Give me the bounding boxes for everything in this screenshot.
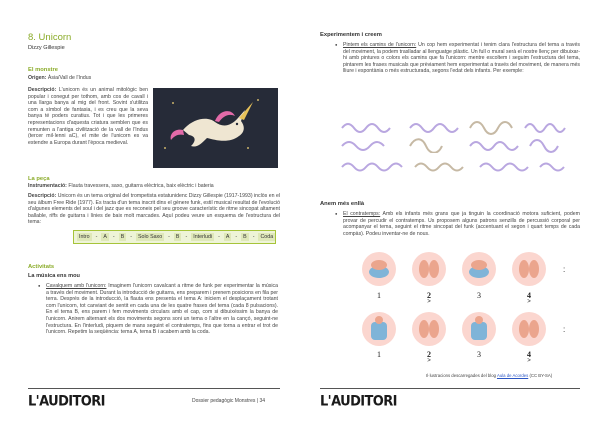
activity-text: Imaginem l'unicorn cavalcant a ritme de funk per experimentar la música a través del moviment. Durant la introducció de guitarra, ens preparem i prenem posicions en fila per terra. Després de la introducció, la flauta ens presenta el tema A: iniciem el desplaçament trotant com l'unicorn, tot canviant de sentit en cada una de les quatre frases del tema (cada 8 pulsacions). En el tema B, ens parem i fem moviments circulars amb el cap, com si dibuixéssim la banya de l'unicorn. Anirem alternant els dos moviments segons soni un tema o l'altre en la cançó, seguint-ne l'estructura. En l'interludi, piquem de mans seguint el contratemps, fins que torna a entrar el trot de l'unicorn. Repetim la seqüència: tema A, tema B i acabem amb la coda. (46, 283, 278, 336)
chest-tap-icon (462, 312, 496, 346)
beat-number: 4 (527, 350, 531, 359)
footer-divider (320, 388, 580, 389)
credit-link[interactable]: Aula de Acordes (496, 373, 529, 378)
paint-text: Un cop hem experimentat i tenim clara l'estructura del tema a través del moviment, la podem traslladar al llenguatge plàstic. Un full o mural serà el nostre llenç per dibuixar-hi amb pintures o colors els camins que fa l'unicorn: mentre escoltem i seguim l'estructura del tema, pintarem les frases musicals que prèviament hem experimentat a través del moviment, de manera més lliure i espontània o més estructurada, segons l'edat dels infants. Per exemple: (343, 42, 581, 75)
accent-mark: > (427, 358, 431, 364)
structure-diagram (73, 230, 276, 244)
piece-author: Dizzy Gillespie (28, 45, 65, 51)
structure-segment: Solo Saxo (138, 234, 163, 240)
experiment-heading: Experimentem i creem (320, 32, 382, 38)
structure-separator: - (252, 234, 255, 240)
activity-subheading: La música ens mou (28, 273, 80, 279)
structure-separator: - (235, 234, 238, 240)
structure-segment: B (175, 234, 180, 240)
activity-bullet (46, 283, 278, 336)
accent-mark: > (527, 358, 531, 364)
structure-separator: - (130, 234, 132, 240)
beat-number: 2 (427, 291, 431, 300)
instrumentation-line: Instrumentació: Flauta travessera, saxo, guitarra elèctrica, baix elèctric i bateria (28, 183, 214, 189)
clap-hands-icon (412, 312, 446, 346)
structure-segment: Interludi (193, 234, 213, 240)
beat-number: 1 (377, 291, 381, 300)
structure-segment: Coda (260, 234, 274, 240)
beat-number: 4 (527, 291, 531, 300)
piece-title: 8. Unicorn (28, 32, 72, 43)
page-footer: Dossier pedagògic Monstres | 34 (192, 398, 266, 404)
offbeat-bullet (343, 211, 580, 237)
paint-title: Pintem els camins de l'unicorn: (343, 42, 417, 48)
accent-mark: > (527, 299, 531, 305)
structure-segment: A (103, 234, 107, 240)
activities-heading: Activitats (28, 264, 55, 270)
clap-hands-icon (412, 252, 446, 286)
structure-segment: B (243, 234, 247, 240)
monster-description: Descripció: L'unicorn és un animal mitològic ben popular i conegut per tothom, amb cos de cavall i una llarga banya al mig del front. Sovint s'utilitza com a símbol de fantasia, i es creu que la seva banya té poders curatius. Tot i que les primeres representacions d'aquesta criatura semblen que es remunten a l'antiga civilització de la vall de l'Indus (tercer mil·lenni aC), el mite de l'unicorn es va estendre a Europa durant l'època medieval. (28, 87, 148, 146)
structure-separator: - (185, 234, 188, 240)
clap-hands-icon (512, 312, 546, 346)
activity-title: Cavalquem amb l'unicorn: (46, 283, 107, 289)
unicorn-illustration (153, 88, 278, 168)
monster-heading: El monstre (28, 67, 58, 73)
structure-segment: A (225, 234, 230, 240)
beat-number: 2 (427, 350, 431, 359)
repeat-sign: : (563, 265, 566, 274)
piece-description: Descripció: Unicorn és un tema original del trompetista estatunidenc Dizzy Gillespie (1917-1993) inclòs en el seu àlbum Free Ride (1977). Es tracta d'un tema inscrit dins el gènere funk, estil musical resultat de l'evolució d'algunes elements del soul i del jazz que es reconeix pel seu groove característic de ritme sincopat altament ballable, riffs de guitarra i línies de baix molt marcades. Aquí podeu veure un esquema de l'estructura del tema: (28, 193, 280, 226)
beat-number: 3 (477, 350, 481, 359)
beyond-heading: Anem més enllà (320, 201, 365, 207)
repeat-sign: : (563, 325, 566, 334)
wave-paths-row1 (340, 118, 570, 153)
wave-paths-row2 (340, 160, 570, 174)
offbeat-title: El contratemps: (343, 211, 381, 217)
structure-segment: Intro (79, 234, 90, 240)
accent-mark: > (427, 299, 431, 305)
offbeat-text: Amb els infants més grans que ja tinguin la coordinació motora suficient, podem provar de percudir el contratemps. Us proposem alguns patrons senzills de percussió corporal per acompanyar el tema, seguint el ritme sincopat del funk (accentuant el segon i quart temps de cada compàs). Podeu inventar-ne de nous. (343, 211, 581, 237)
illustration-credit: Il·lustracions descarregades del blog Aula de Acordes (CC BY-SA) (426, 373, 553, 378)
clap-hands-icon (362, 252, 396, 286)
beat-number: 3 (477, 291, 481, 300)
beat-number: 1 (377, 350, 381, 359)
piece-heading: La peça (28, 176, 50, 182)
clap-hands-icon (512, 252, 546, 286)
structure-separator: - (168, 234, 170, 240)
right-page (300, 0, 600, 424)
paint-bullet (343, 42, 580, 75)
auditori-logo: L'AUDITORI (28, 393, 105, 410)
structure-segment: B (120, 234, 125, 240)
structure-separator: - (95, 234, 98, 240)
structure-separator: - (218, 234, 220, 240)
auditori-logo: L'AUDITORI (320, 393, 397, 410)
structure-separator: - (112, 234, 115, 240)
origin-line: Origen: Àsia/Vall de l'Indus (28, 75, 92, 81)
footer-divider (28, 388, 280, 389)
thigh-slap-icon (462, 252, 496, 286)
chest-tap-icon (362, 312, 396, 346)
